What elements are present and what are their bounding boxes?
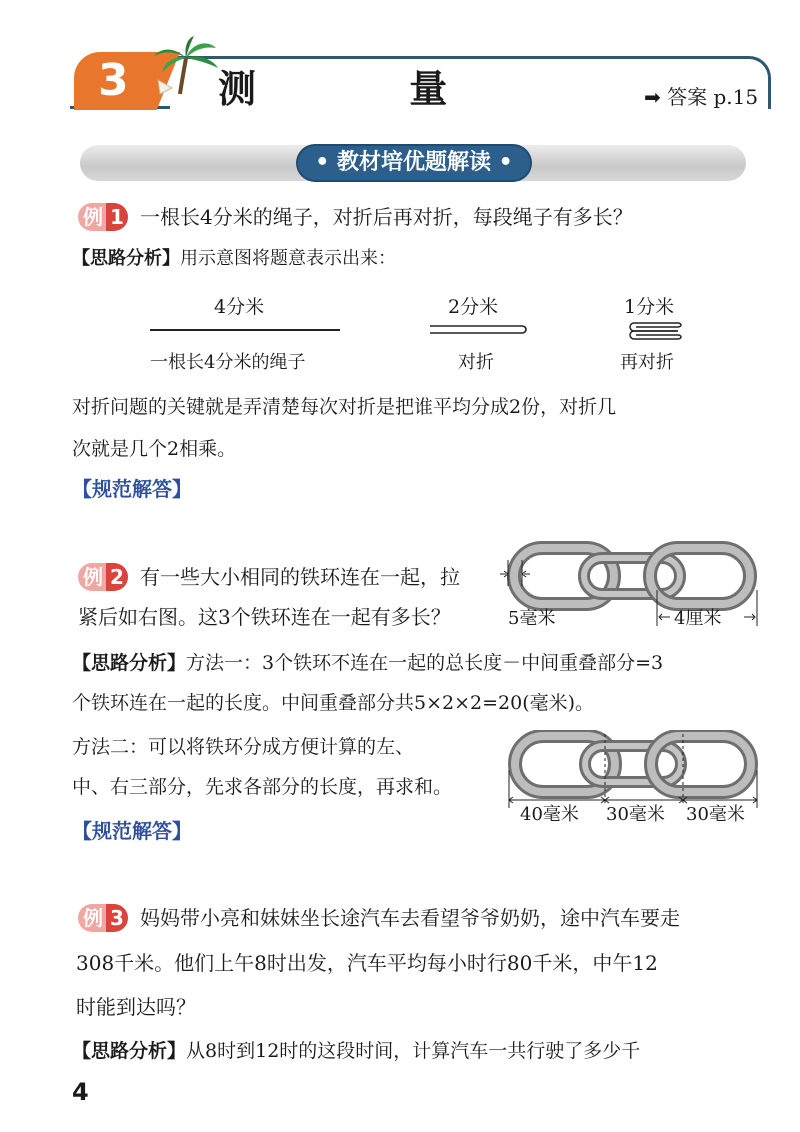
rope-folded-once xyxy=(430,322,530,338)
example-number: 1 xyxy=(106,203,128,231)
chain-middle-length-label: 30毫米 xyxy=(606,804,665,825)
rope-half-top-label: 2分米 xyxy=(448,296,499,318)
example-2-analysis-line-1 xyxy=(72,648,663,678)
example-1-explanation-line-1: 对折问题的关键就是弄清楚每次对折是把谁平均分成2份，对折几 xyxy=(72,396,617,418)
answer-reference-text: 答案 p.15 xyxy=(667,85,759,109)
section-banner-title xyxy=(298,146,530,180)
example-1-badge xyxy=(78,203,128,231)
example-word: 例 xyxy=(78,563,106,591)
example-3-question-line-3: 时能到达吗？ xyxy=(76,995,196,1019)
rope-folded-twice xyxy=(626,320,686,342)
example-1-solution-label: 【规范解答】 xyxy=(72,477,192,501)
example-3-question-line-1: 妈妈带小亮和妹妹坐长途汽车去看望爷爷奶奶，途中汽车要走 xyxy=(140,906,680,930)
analysis-text: 方法一：3个铁环不连在一起的总长度－中间重叠部分=3 xyxy=(186,652,664,674)
chain-figure-2 xyxy=(505,730,765,810)
chain-left-length-label: 40毫米 xyxy=(520,804,579,825)
palm-tree-icon xyxy=(150,36,220,96)
page-number: 4 xyxy=(72,1078,89,1106)
example-2-analysis-line-2: 个铁环连在一起的长度。中间重叠部分共5×2×2=20(毫米)。 xyxy=(72,692,595,714)
example-word: 例 xyxy=(78,203,106,231)
example-1-analysis xyxy=(72,244,396,274)
example-2-question-line-1: 有一些大小相同的铁环连在一起，拉 xyxy=(140,565,460,589)
example-2-method2-line-1: 方法二：可以将铁环分成方便计算的左、 xyxy=(72,736,415,758)
example-number: 2 xyxy=(106,563,128,591)
example-2-method2-line-2: 中、右三部分，先求各部分的长度，再求和。 xyxy=(72,776,453,798)
analysis-label: 【思路分析】 xyxy=(72,248,180,269)
example-2-question-line-2: 紧后如右图。这3个铁环连在一起有多长？ xyxy=(78,605,451,629)
analysis-label: 【思路分析】 xyxy=(72,1040,187,1062)
analysis-label: 【思路分析】 xyxy=(72,652,187,674)
section-banner-text: 教材培优题解读 xyxy=(336,150,491,175)
example-3-question-line-2: 308千米。他们上午8时出发，汽车平均每小时行80千米，中午12 xyxy=(76,951,658,975)
rope-full-top-label: 4分米 xyxy=(214,296,265,318)
rope-half-bottom-label: 对折 xyxy=(458,352,494,373)
example-1-explanation-line-2: 次就是几个2相乘。 xyxy=(72,438,237,460)
example-word: 例 xyxy=(78,904,106,932)
rope-quarter-bottom-label: 再对折 xyxy=(620,352,674,373)
chapter-title: 测 量 xyxy=(218,67,518,111)
bullet-icon: • xyxy=(315,150,330,175)
example-3-analysis xyxy=(72,1036,640,1066)
rope-full-line xyxy=(150,329,340,331)
chain-ring-length-label: 4厘米 xyxy=(674,608,722,629)
example-1-question: 一根长4分米的绳子，对折后再对折，每段绳子有多长？ xyxy=(140,205,633,229)
analysis-text: 用示意图将题意表示出来： xyxy=(180,248,396,269)
chain-thickness-label: 5毫米 xyxy=(508,608,556,629)
chain-right-length-label: 30毫米 xyxy=(686,804,745,825)
bullet-icon: • xyxy=(498,150,513,175)
example-2-badge xyxy=(78,563,128,591)
chapter-number: 3 xyxy=(98,55,129,106)
analysis-text: 从8时到12时的这段时间，计算汽车一共行驶了多少千 xyxy=(186,1040,641,1062)
rope-full-bottom-label: 一根长4分米的绳子 xyxy=(150,352,306,373)
arrow-right-icon: ➡ xyxy=(644,85,661,109)
rope-quarter-top-label: 1分米 xyxy=(624,296,675,318)
example-2-solution-label: 【规范解答】 xyxy=(72,819,192,843)
example-number: 3 xyxy=(106,904,128,932)
answer-reference[interactable] xyxy=(644,82,758,112)
example-3-badge xyxy=(78,904,128,932)
